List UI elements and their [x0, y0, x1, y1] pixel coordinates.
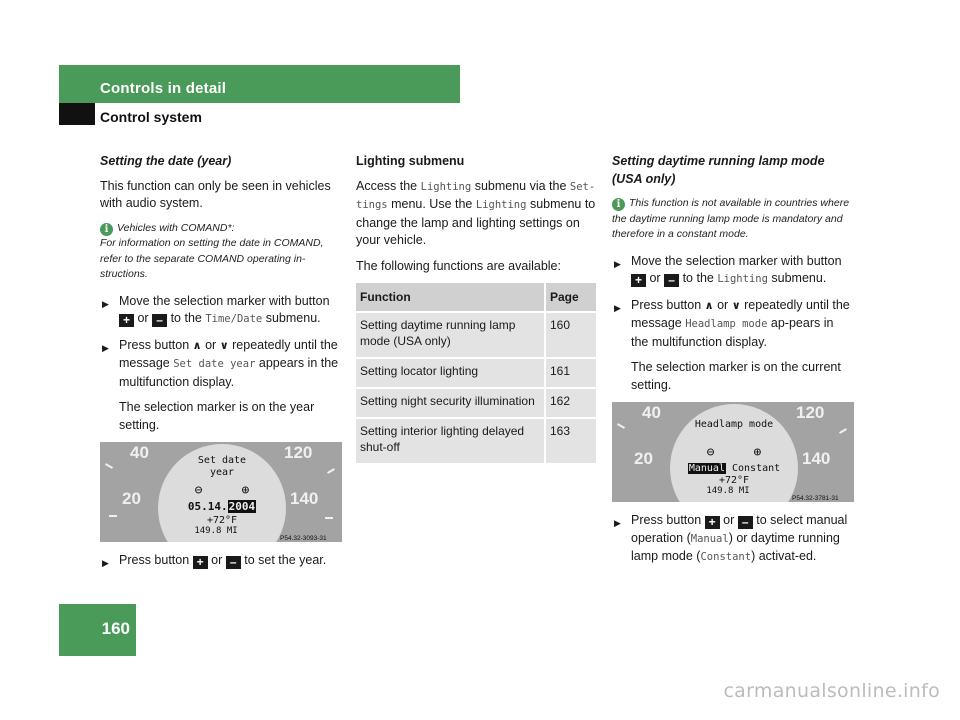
- table-row: Setting interior lighting delayed shut-off 163: [356, 418, 596, 463]
- minus-button-icon: –: [664, 274, 679, 287]
- step-arrow-icon: ▶: [614, 518, 621, 528]
- down-arrow-icon: ∨: [219, 339, 229, 352]
- table-row: Setting locator lighting 161: [356, 358, 596, 388]
- plus-button-icon: +: [631, 274, 646, 287]
- up-arrow-icon: ∧: [704, 299, 714, 312]
- step-set-year: ▶ Press button + or – to set the year.: [100, 552, 344, 570]
- page-number: 160: [101, 619, 130, 638]
- heading-lighting: Lighting submenu: [356, 154, 465, 168]
- display-message: Headlamp mode: [685, 318, 768, 330]
- plus-button-icon: +: [193, 556, 208, 569]
- column-lighting-submenu: [356, 153, 598, 463]
- menu-name: Lighting: [717, 273, 768, 285]
- table-row: Setting night security illumination 162: [356, 388, 596, 418]
- minus-button-icon: –: [152, 314, 167, 327]
- step-note: The selection marker is on the current setting.: [631, 360, 841, 392]
- plus-button-icon: +: [119, 314, 134, 327]
- step-move-marker: ▶ Move the selection marker with button + or – to the Time/Date submenu.: [102, 293, 330, 327]
- minus-button-icon: –: [226, 556, 241, 569]
- functions-intro: The following functions are available:: [356, 258, 561, 273]
- heading-daytime-lamp: Setting daytime running lamp mode (USA only): [612, 154, 825, 186]
- step-arrow-icon: ▶: [614, 302, 621, 313]
- intro-text: This function can only be seen in vehicles with audio system.: [100, 178, 331, 210]
- plus-button-icon: +: [705, 516, 720, 529]
- step-arrow-icon: ▶: [102, 342, 109, 353]
- menu-name: Time/Date: [205, 313, 263, 325]
- column-daytime-running-lamp: [612, 153, 854, 575]
- step-note: The selection marker is on the year setting.: [119, 400, 315, 432]
- step-press-button: ▶ Press button ∧ or ∨ repeatedly until the message Set date year appears in the multifunction display.: [102, 337, 339, 389]
- step-press-button: ▶ Press button ∧ or ∨ repeatedly until the message Headlamp mode ap-pears in the multifunction display.: [614, 297, 850, 349]
- table-row: Setting daytime running lamp mode (USA only) 160: [356, 312, 596, 358]
- instrument-cluster-headlamp: 40 120 20 140 Headlamp mode ⊖ ⊕ Manual Constant +72°F 149.8 MI P54.32-3781-31: [612, 402, 854, 502]
- step-arrow-icon: ▶: [614, 258, 621, 269]
- step-arrow-icon: ▶: [102, 558, 109, 568]
- info-icon: i: [612, 198, 625, 211]
- section-title: Controls in detail: [100, 80, 227, 97]
- heading-set-date: Setting the date (year): [100, 154, 232, 168]
- info-icon: i: [100, 223, 113, 236]
- subsection-title: Control system: [100, 109, 202, 125]
- info-note: i This function is not available in countries where the daytime running lamp mode is mandatory and therefore in a constant mode.: [612, 197, 850, 240]
- info-note: i Vehicles with COMAND*: For information on setting the date in COMAND, refer to the separate COMAND operating in-structions.: [100, 221, 324, 280]
- table-header: Function Page: [356, 283, 596, 312]
- instrument-cluster-date: 40 120 20 140 Set date year ⊖ ⊕ 05.14.2004 +72°F 149.8 MI P54.32-3093-31: [100, 442, 342, 542]
- minus-button-icon: –: [738, 516, 753, 529]
- column-date-setting: [100, 153, 344, 578]
- up-arrow-icon: ∧: [192, 339, 202, 352]
- step-select-mode: ▶ Press button + or – to select manual operation (Manual) or daytime running lamp mode (Constant) activat-ed.: [614, 513, 848, 563]
- lighting-intro: Access the Lighting submenu via the Set-tings menu. Use the Lighting submenu to change the lamp and lighting settings on your vehicle.: [356, 178, 596, 247]
- step-move-marker: ▶ Move the selection marker with button + or – to the Lighting submenu.: [614, 253, 842, 287]
- section-tab-marker: [59, 103, 95, 125]
- functions-table: [356, 283, 596, 463]
- display-message: Set date year: [173, 358, 256, 370]
- watermark: carmanualsonline.info: [723, 680, 940, 702]
- step-arrow-icon: ▶: [102, 298, 109, 309]
- down-arrow-icon: ∨: [731, 299, 741, 312]
